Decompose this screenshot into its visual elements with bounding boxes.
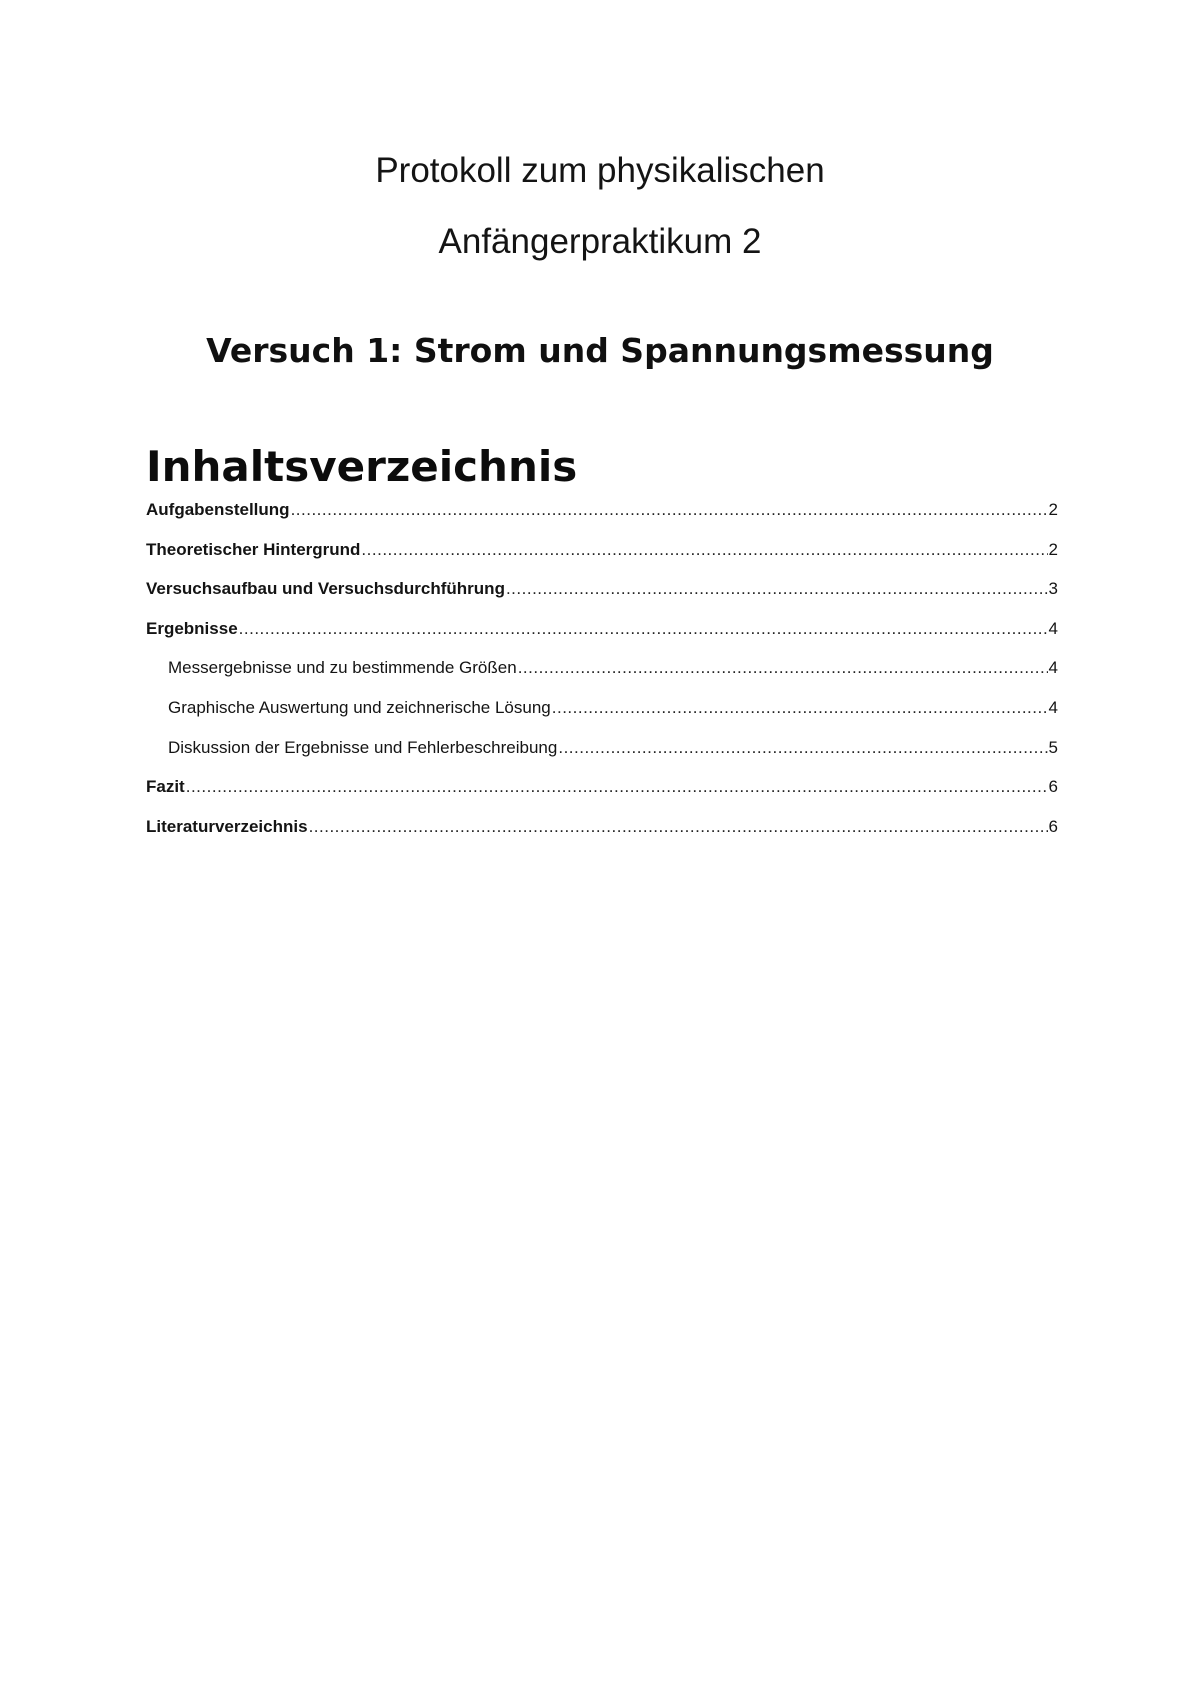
experiment-subtitle: Versuch 1: Strom und Spannungsmessung: [206, 331, 994, 370]
toc-entry-messergebnisse[interactable]: [146, 658, 1058, 698]
toc-entry-literaturverzeichnis[interactable]: [146, 817, 1058, 857]
toc-entry-aufgabenstellung[interactable]: [146, 500, 1058, 540]
document-title-line-1: Protokoll zum physikalischen: [375, 151, 825, 190]
toc-entry-versuchsaufbau[interactable]: [146, 579, 1058, 619]
toc-entry-label: Aufgabenstellung: [146, 500, 290, 519]
toc-leader-dots: [239, 619, 1048, 639]
document-title-line-2: Anfängerpraktikum 2: [438, 222, 762, 261]
toc-entry-label: Versuchsaufbau und Versuchsdurchführung: [146, 579, 505, 599]
toc-entry-label: Messergebnisse und zu bestimmende Größen: [168, 658, 517, 678]
table-of-contents: [146, 500, 1058, 856]
toc-leader-dots: [518, 658, 1048, 678]
toc-entry-page: 4: [1048, 658, 1058, 678]
toc-entry-graphische-auswertung[interactable]: [146, 698, 1058, 738]
toc-leader-dots: [186, 777, 1048, 797]
toc-leader-dots: [506, 579, 1048, 599]
toc-entry-diskussion[interactable]: [146, 738, 1058, 778]
toc-entry-label: Diskussion der Ergebnisse und Fehlerbeschreibung: [168, 737, 558, 757]
toc-leader-dots: [309, 817, 1048, 837]
toc-entry-ergebnisse[interactable]: [146, 619, 1058, 659]
toc-entry-label: Theoretischer Hintergrund: [146, 539, 361, 559]
toc-entry-page: 6: [1048, 816, 1058, 836]
toc-entry-fazit[interactable]: [146, 777, 1058, 817]
toc-entry-label: Ergebnisse: [146, 618, 238, 638]
toc-entry-page: 2: [1048, 500, 1058, 519]
toc-leader-dots: [361, 540, 1047, 560]
toc-leader-dots: [552, 698, 1048, 718]
toc-entry-label: Literaturverzeichnis: [146, 816, 308, 836]
toc-leader-dots: [558, 738, 1047, 758]
toc-entry-theoretischer-hintergrund[interactable]: [146, 540, 1058, 580]
toc-entry-page: 3: [1048, 579, 1058, 599]
toc-entry-label: Graphische Auswertung und zeichnerische Lösung: [168, 697, 551, 717]
toc-entry-page: 2: [1048, 539, 1058, 559]
toc-entry-page: 4: [1048, 697, 1058, 717]
toc-entry-page: 6: [1048, 777, 1058, 797]
toc-heading: Inhaltsverzeichnis: [146, 442, 578, 491]
toc-entry-page: 4: [1048, 618, 1058, 638]
toc-leader-dots: [291, 500, 1048, 520]
toc-entry-label: Fazit: [146, 777, 185, 797]
toc-entry-page: 5: [1048, 737, 1058, 757]
